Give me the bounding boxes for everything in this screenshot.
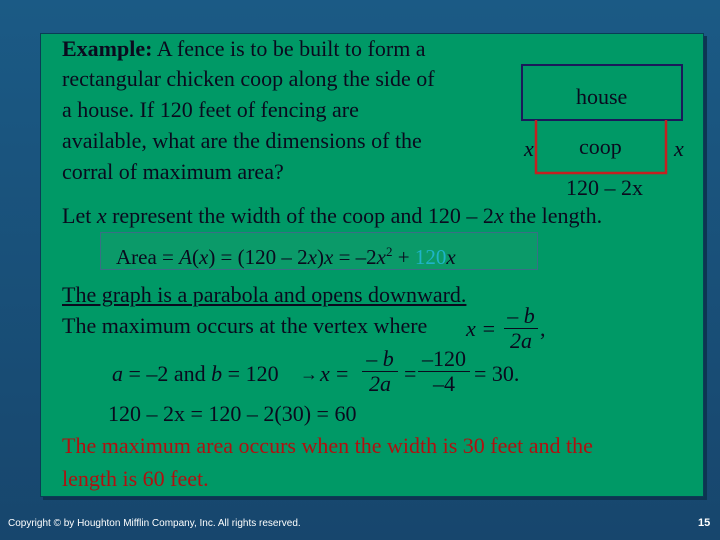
ab-x: x xyxy=(320,361,330,386)
let-var-x2: x xyxy=(493,203,504,228)
coop-bottom-label: 120 – 2x xyxy=(566,175,643,200)
let-text-3: the length. xyxy=(503,203,603,228)
b-var: b xyxy=(211,361,223,386)
let-var-x: x xyxy=(96,203,107,228)
area-text-4: = –2 xyxy=(333,245,377,269)
length-line: 120 – 2x = 120 – 2(30) = 60 xyxy=(108,401,357,426)
let-line xyxy=(62,201,602,231)
conclusion-line-1: The maximum area occurs when the width is 30 feet and the xyxy=(62,433,593,458)
vertex-fraction xyxy=(504,304,538,353)
ab-text-1: = –2 and xyxy=(123,361,212,386)
ab-fraction-1 xyxy=(362,347,398,396)
example-label: Example: xyxy=(62,36,153,61)
let-text-1: Let xyxy=(62,203,97,228)
example-text-1: A fence is to be built to form a xyxy=(156,36,426,61)
coop-side-right-label: x xyxy=(674,136,684,161)
area-x1: x xyxy=(198,245,209,269)
ab-text-2: = 120 xyxy=(222,361,279,386)
ab-result: = 30. xyxy=(474,361,520,386)
area-x5: x xyxy=(446,245,456,269)
example-line-5: corral of maximum area? xyxy=(62,159,284,184)
area-formula xyxy=(116,238,456,271)
vertex-comma: , xyxy=(540,316,546,341)
area-x3: x xyxy=(323,245,334,269)
area-paren: ( xyxy=(191,245,199,269)
area-x2: x xyxy=(307,245,317,269)
example-line-4: available, what are the dimensions of the xyxy=(62,128,422,153)
example-line-3: a house. If 120 feet of fencing are xyxy=(62,97,359,122)
vertex-lhs: x = xyxy=(466,316,497,341)
area-x4: x xyxy=(376,245,386,269)
vertex-line: The maximum occurs at the vertex where xyxy=(62,313,428,338)
ab-eq-1: = xyxy=(336,361,349,386)
area-exponent: 2 xyxy=(385,244,393,259)
page-number: 15 xyxy=(698,517,711,529)
a-var: a xyxy=(112,361,123,386)
ab-fraction-2 xyxy=(418,347,470,396)
vertex-numerator: – b xyxy=(507,303,535,328)
coop-side-left-label: x xyxy=(524,136,534,161)
coop-label: coop xyxy=(579,134,622,159)
conclusion-line-2: length is 60 feet. xyxy=(62,466,209,491)
ab-frac1-num: – b xyxy=(366,346,394,371)
arrow-icon: → xyxy=(300,364,318,384)
area-prefix: Area = xyxy=(116,245,180,269)
area-plus: + xyxy=(392,245,415,269)
vertex-denominator: 2a xyxy=(504,328,538,353)
ab-frac2-den: –4 xyxy=(418,371,470,396)
ab-eq-2: = xyxy=(404,361,417,386)
ab-line xyxy=(112,359,279,389)
example-line-1 xyxy=(62,34,426,64)
area-paren-close: ) xyxy=(316,245,324,269)
area-func: A xyxy=(179,245,192,269)
ab-frac1-den: 2a xyxy=(362,371,398,396)
graph-line: The graph is a parabola and opens downward. xyxy=(62,282,467,307)
let-text-2: represent the width of the coop and 120 – 2 xyxy=(106,203,494,228)
ab-frac2-num: –120 xyxy=(422,346,466,371)
area-coefficient: 120 xyxy=(414,245,447,269)
house-label: house xyxy=(576,84,628,109)
example-line-2: rectangular chicken coop along the side of xyxy=(62,66,435,91)
copyright-footer: Copyright © by Houghton Mifflin Company, Inc. All rights reserved. xyxy=(8,518,301,529)
area-text-2: ) = (120 – 2 xyxy=(208,245,308,269)
